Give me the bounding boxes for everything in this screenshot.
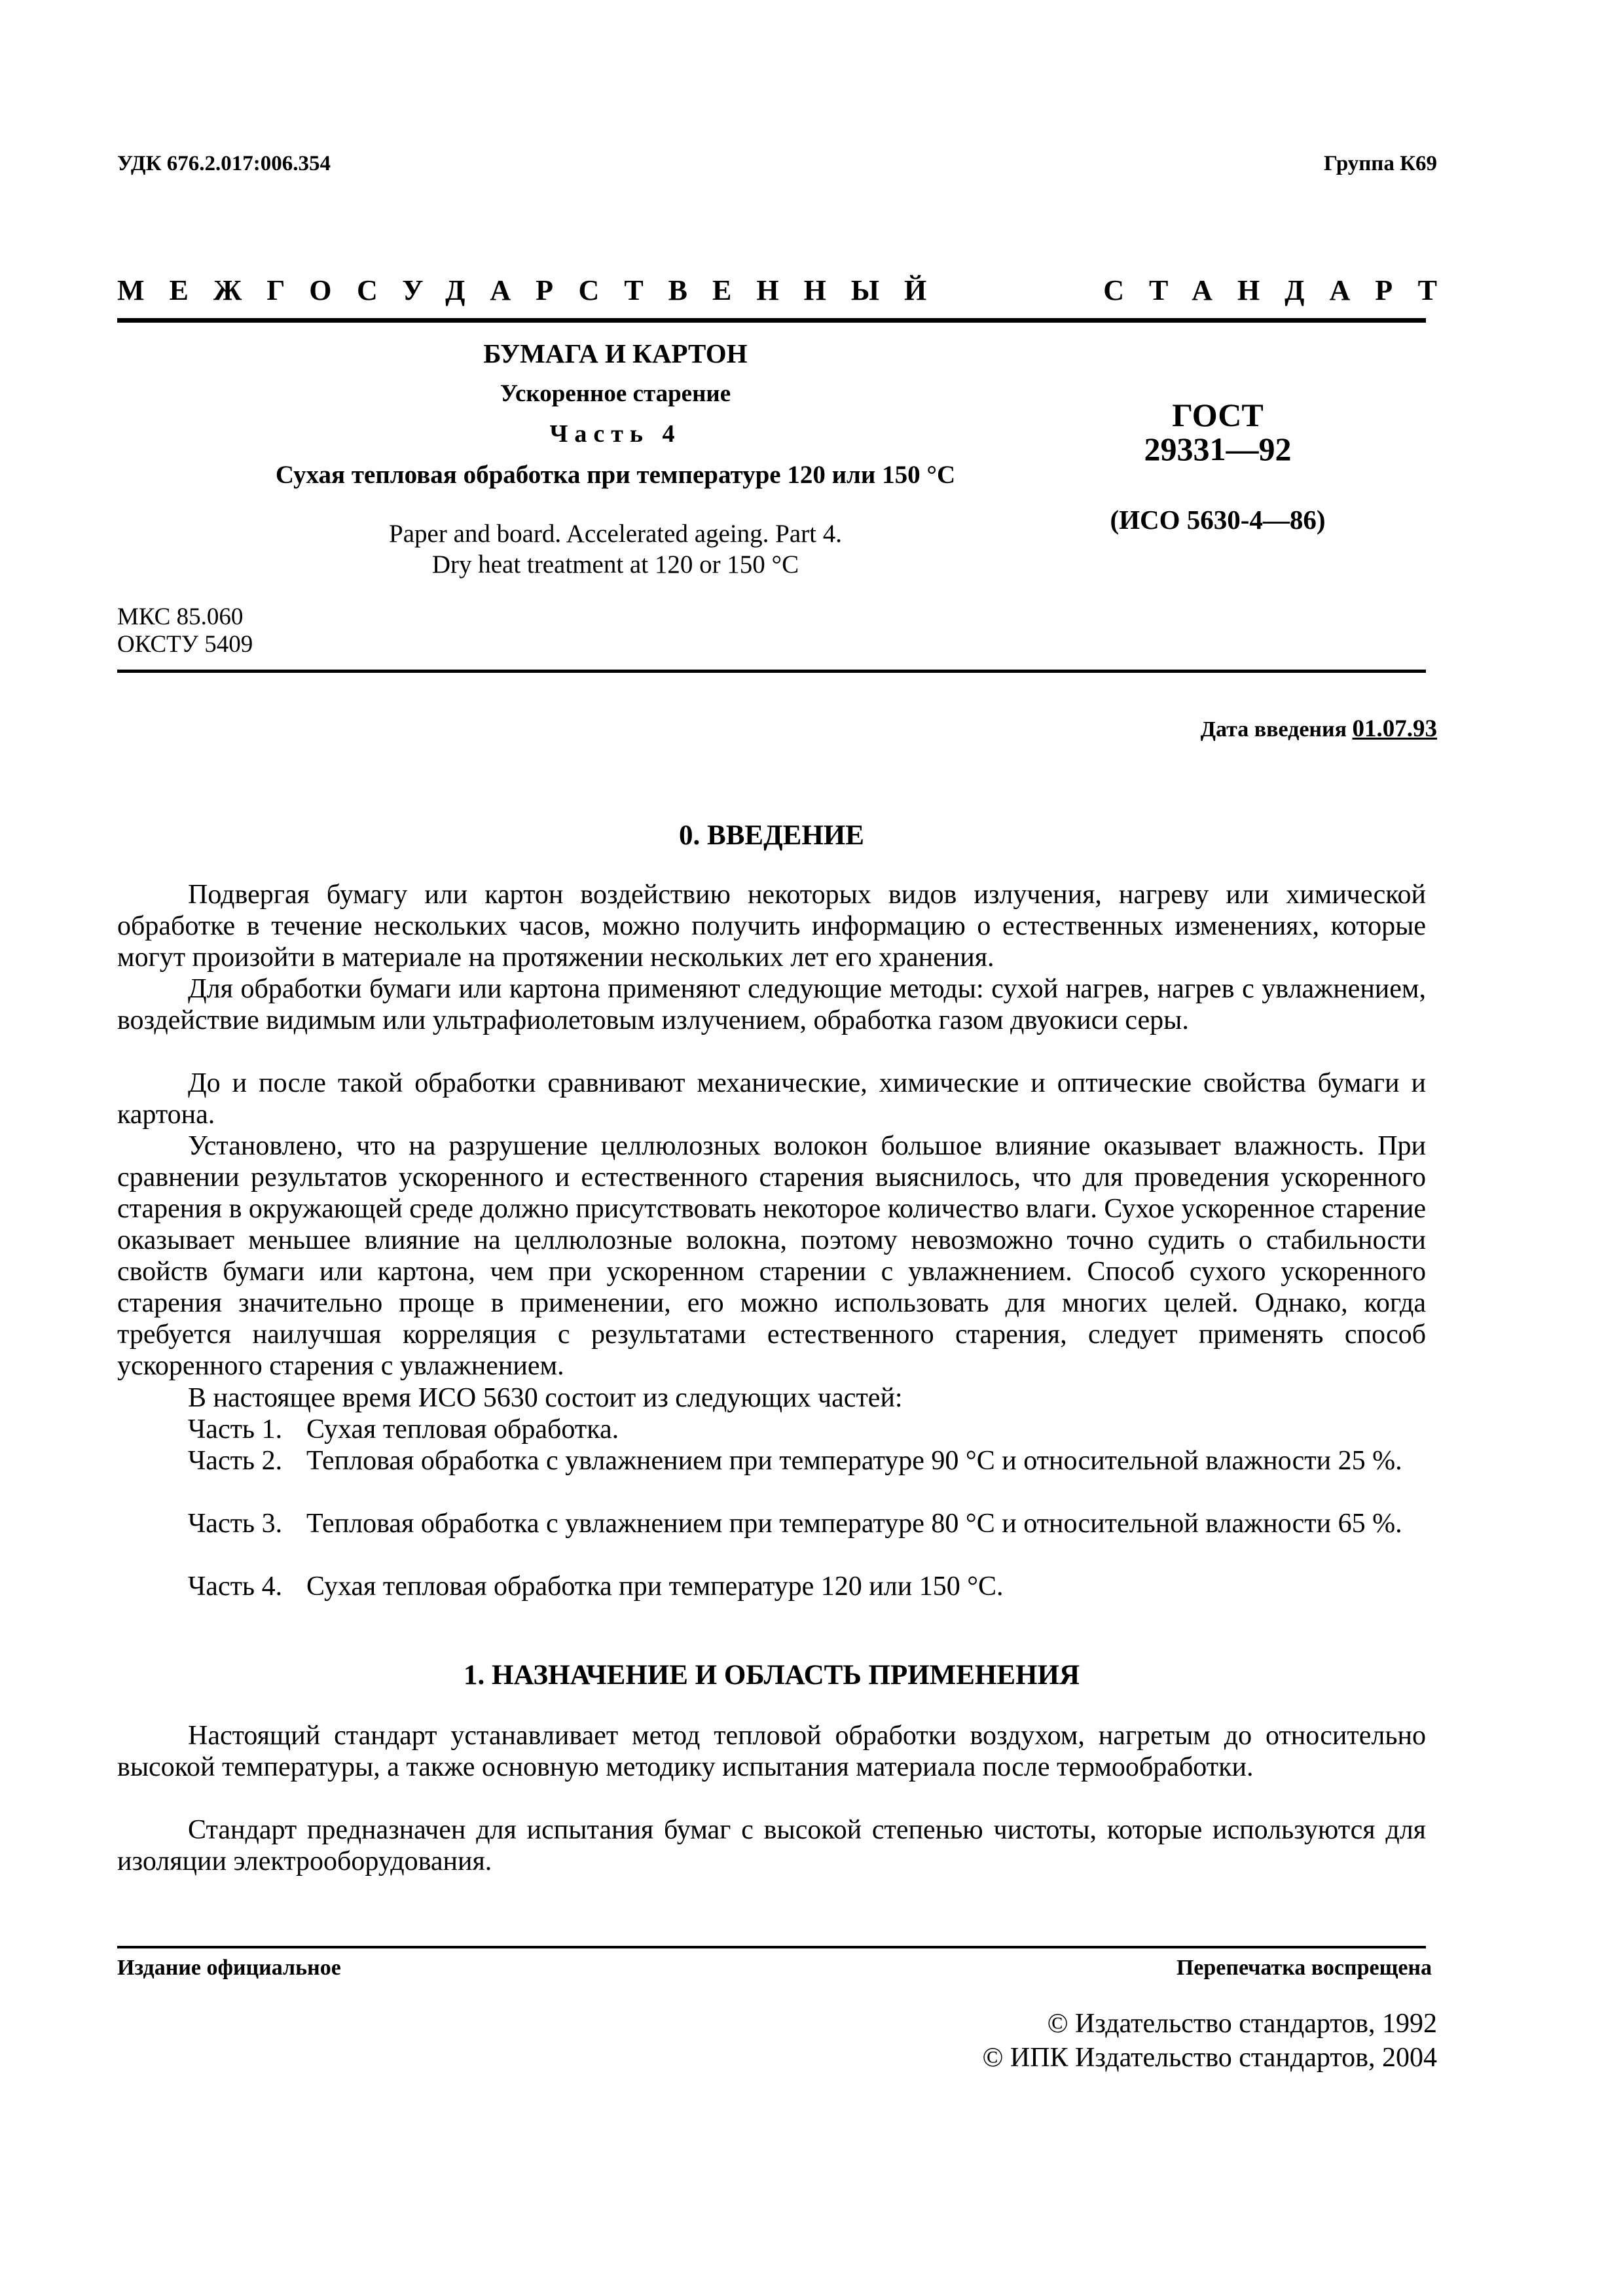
udk-code: УДК 676.2.017:006.354 [117, 152, 331, 175]
footer-rule [117, 1946, 1426, 1948]
copyright-2004: © ИПК Издательство стандартов, 2004 [982, 2043, 1437, 2073]
part-text: Тепловая обработка с увлажнением при температуре 80 °С и относительной влажности 65 %. [306, 1509, 1402, 1539]
part-number: Часть 4. [188, 1571, 283, 1602]
top-rule [117, 318, 1426, 323]
gost-label: ГОСТ [1172, 397, 1264, 433]
introduction-date-label: Дата введения [1200, 717, 1347, 742]
section-0-paragraph-2: Для обработки бумаги или картона применяют следующие методы: сухой нагрев, нагрев с увлажнением, воздействие видимым или ультрафиолетовым излучением, обработка газом двуокиси серы. [117, 974, 1426, 1035]
part-text: Сухая тепловая обработка. [306, 1414, 619, 1444]
part-item [117, 1571, 1426, 1602]
part-item [117, 1508, 1426, 1539]
part-item [117, 1414, 1426, 1445]
title-line-2: Ускоренное старение [500, 380, 731, 407]
section-1-paragraph-1: Настоящий стандарт устанавливает метод тепловой обработки воздухом, нагретым до относительно высокой температуры, а также основную методику испытания материала после термообработки. [117, 1721, 1426, 1782]
section-0-paragraph-4: Установлено, что на разрушение целлюлозных волокон большое влияние оказывает влажность. При сравнении результатов ускоренного и естественного старения выяснилось, что для проведения ускоренного старения в окружающей среде должно присутствовать некоторое количество влаги. Сухое ускоренное старение оказывает меньшее влияние на целлюлозные волокна, поэтому невозможно точно судить о стабильности свойств бумаги или картона, чем при ускоренном старении с увлажнением. Способ сухого ускоренного старения значительно проще в применении, его можно использовать для многих целей. Однако, когда требуется наилучшая корреляция с результатами естественного старения, следует применять способ ускоренного старения с увлажнением. [117, 1131, 1426, 1381]
title-line-1: БУМАГА И КАРТОН [483, 338, 748, 368]
part-text: Тепловая обработка с увлажнением при температуре 90 °С и относительной влажности 25 %. [306, 1446, 1402, 1476]
part-number: Часть 1. [188, 1414, 283, 1444]
gost-number: 29331—92 [1144, 431, 1292, 467]
mid-rule [117, 670, 1426, 673]
part-text: Сухая тепловая обработка при температуре 120 или 150 °С. [306, 1571, 1004, 1602]
official-edition: Издание официальное [117, 1956, 341, 1980]
mks-code: МКС 85.060 [117, 603, 244, 630]
section-1-paragraph-2: Стандарт предназначен для испытания бумаг с высокой степенью чистоты, которые используются для изоляции электрооборудования. [117, 1815, 1426, 1876]
part-item [117, 1445, 1426, 1477]
part-number: Часть 2. [188, 1446, 283, 1476]
copyright-1992: © Издательство стандартов, 1992 [1047, 2009, 1437, 2039]
english-title-line-2: Dry heat treatment at 120 or 150 °C [431, 550, 799, 579]
section-1-heading: 1. НАЗНАЧЕНИЕ И ОБЛАСТЬ ПРИМЕНЕНИЯ [463, 1660, 1080, 1691]
banner-word-2: СТАНДАРТ [1103, 274, 1462, 306]
title-line-3: Часть 4 [549, 420, 682, 448]
banner-word-1: МЕЖГОСУДАРСТВЕННЫЙ [117, 274, 952, 306]
section-0-paragraph-1: Подвергая бумагу или картон воздействию некоторых видов излучения, нагреву или химической обработке в течение нескольких часов, можно получить информацию о естественных изменениях, которые могут произойти в материале на протяжении нескольких лет его хранения. [117, 880, 1426, 973]
section-0-paragraph-3: До и после такой обработки сравнивают механические, химические и оптические свойства бумаги и картона. [117, 1068, 1426, 1130]
reprint-prohibited: Перепечатка воспрещена [1176, 1956, 1432, 1980]
okstu-code: ОКСТУ 5409 [117, 631, 253, 658]
introduction-date [1201, 715, 1437, 743]
introduction-date-value: 01.07.93 [1352, 715, 1437, 742]
section-0-heading: 0. ВВЕДЕНИЕ [679, 820, 864, 851]
title-line-4: Сухая тепловая обработка при температуре 120 или 150 °С [275, 461, 956, 489]
english-title-line-1: Paper and board. Accelerated ageing. Part 4. [389, 520, 842, 548]
part-number: Часть 3. [188, 1509, 283, 1539]
interstate-standard-banner [117, 274, 1462, 310]
iso-reference: (ИСО 5630-4—86) [1110, 505, 1326, 535]
section-0-paragraph-5: В настоящее время ИСО 5630 состоит из следующих частей: [188, 1383, 903, 1413]
group-code: Группа К69 [1323, 152, 1437, 175]
